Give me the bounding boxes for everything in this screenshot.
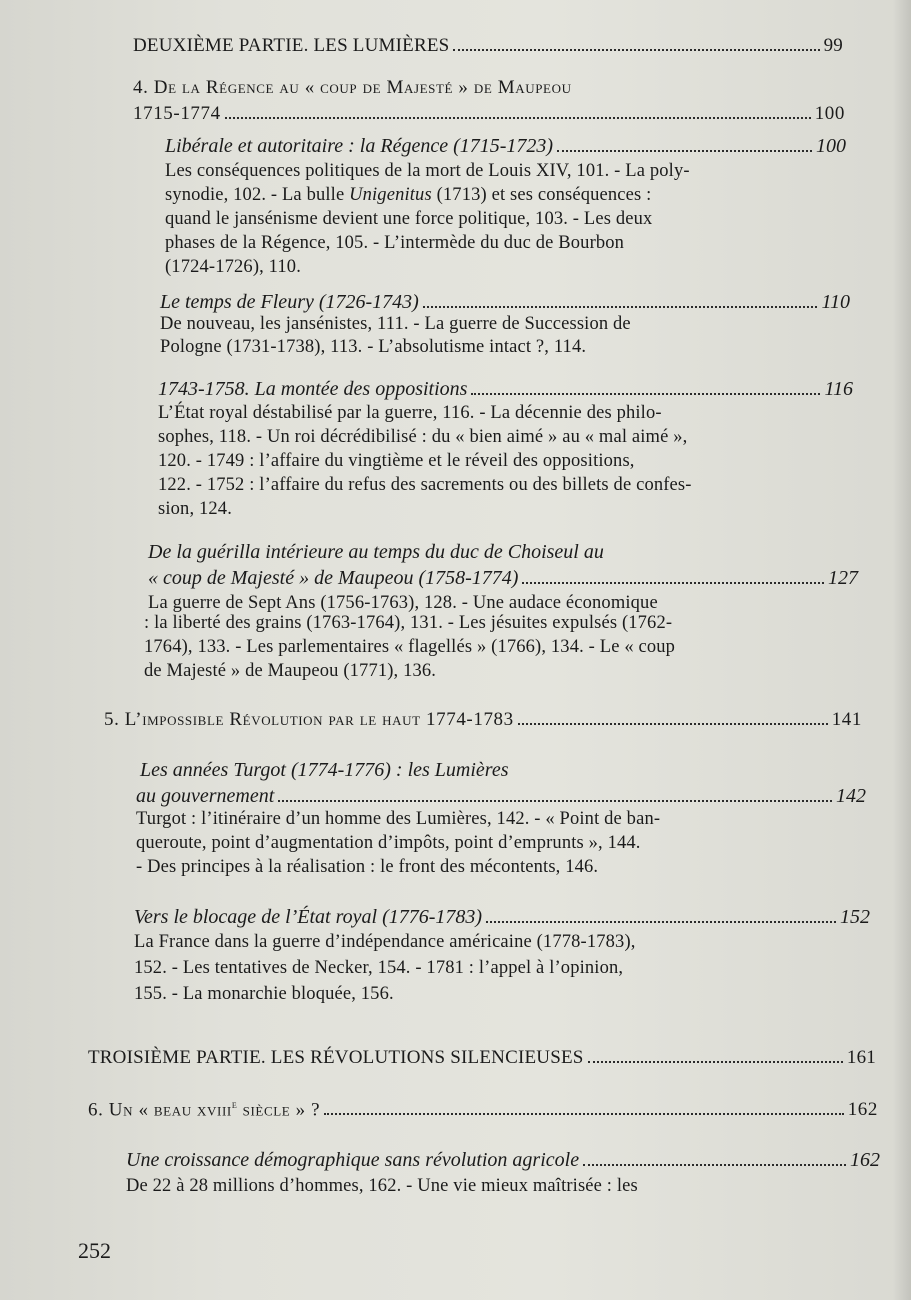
summary-line: L’État royal déstabilisé par la guerre, 116. - La décennie des philo- xyxy=(158,403,662,423)
summary-line: La guerre de Sept Ans (1756-1763), 128. - Une audace économique xyxy=(148,593,658,613)
toc-entry-ch6[interactable] xyxy=(88,1100,878,1119)
page-ref: 142 xyxy=(836,785,866,807)
summary-text: synodie, 102. - La bulle xyxy=(165,185,345,205)
leader-dots xyxy=(423,306,818,308)
page-edge-shadow xyxy=(893,0,911,1300)
summary-line: 155. - La monarchie bloquée, 156. xyxy=(134,984,394,1004)
chapter-title-part: siècle » ? xyxy=(237,1099,321,1121)
leader-dots xyxy=(518,723,828,725)
toc-entry-part3[interactable] xyxy=(88,1048,876,1067)
toc-entry-ch4[interactable] xyxy=(133,104,845,123)
part-title: TROISIÈME PARTIE. LES RÉVOLUTIONS SILENCIEUSES xyxy=(88,1047,584,1068)
toc-entry-part2[interactable] xyxy=(133,36,843,55)
section-title: Une croissance démographique sans révolution agricole xyxy=(126,1149,580,1171)
page-ref: 162 xyxy=(847,1099,878,1121)
chapter-title-line2: 1715-1774 xyxy=(133,103,221,124)
page-ref: 99 xyxy=(823,35,843,56)
leader-dots xyxy=(453,49,819,51)
chapter-title-sup: e xyxy=(231,1099,238,1111)
toc-section-oppositions[interactable] xyxy=(158,379,853,399)
section-title: Libérale et autoritaire : la Régence (1715-1723) xyxy=(165,135,554,157)
toc-section-fleury[interactable] xyxy=(160,292,850,312)
page-ref: 162 xyxy=(850,1149,880,1171)
page-ref: 141 xyxy=(831,709,862,730)
page-ref: 152 xyxy=(840,906,870,928)
summary-line: De 22 à 28 millions d’hommes, 162. - Une vie mieux maîtrisée : les xyxy=(126,1176,638,1196)
page-ref: 100 xyxy=(814,103,845,124)
toc-section-blocage[interactable] xyxy=(134,907,870,927)
summary-line: 122. - 1752 : l’affaire du refus des sacrements ou des billets de confes- xyxy=(158,475,692,495)
toc-section-turgot[interactable] xyxy=(136,786,866,806)
page-ref: 110 xyxy=(821,291,850,313)
chapter-title xyxy=(88,1100,320,1119)
summary-line: de Majesté » de Maupeou (1771), 136. xyxy=(144,661,437,681)
summary-line: quand le jansénisme devient une force politique, 103. - Les deux xyxy=(165,209,653,229)
chapter-title: 5. L’impossible Révolution par le haut 1774-1783 xyxy=(104,709,514,730)
section-title-line2: au gouvernement xyxy=(136,785,275,807)
summary-line: Pologne (1731-1738), 113. - L’absolutisme intact ?, 114. xyxy=(160,337,587,357)
leader-dots xyxy=(225,117,811,119)
toc-entry-ch5[interactable] xyxy=(104,710,862,729)
summary-line: Turgot : l’itinéraire d’un homme des Lumières, 142. - « Point de ban- xyxy=(136,809,661,829)
toc-section-regence[interactable] xyxy=(165,136,846,156)
leader-dots xyxy=(324,1113,844,1115)
section-title: Vers le blocage de l’État royal (1776-1783) xyxy=(134,906,483,928)
summary-line: 120. - 1749 : l’affaire du vingtième et le réveil des oppositions, xyxy=(158,451,635,471)
summary-line: queroute, point d’augmentation d’impôts, point d’emprunts », 144. xyxy=(136,833,641,853)
page-ref: 116 xyxy=(824,378,853,400)
leader-dots xyxy=(588,1061,843,1063)
summary-line: phases de la Régence, 105. - L’intermède du duc de Bourbon xyxy=(165,233,625,253)
page-ref: 100 xyxy=(816,135,846,157)
leader-dots xyxy=(471,393,820,395)
summary-italic: Unigenitus xyxy=(349,185,432,205)
summary-line: : la liberté des grains (1763-1764), 131. - Les jésuites expulsés (1762- xyxy=(144,613,673,633)
leader-dots xyxy=(557,150,812,152)
toc-section-choiseul[interactable] xyxy=(148,568,858,588)
leader-dots xyxy=(486,921,836,923)
summary-line: Les conséquences politiques de la mort de Louis XIV, 101. - La poly- xyxy=(165,161,690,181)
summary-line: sion, 124. xyxy=(158,499,232,519)
summary-line: De nouveau, les jansénistes, 111. - La guerre de Succession de xyxy=(160,314,631,334)
section-title: 1743-1758. La montée des oppositions xyxy=(158,378,468,400)
part-title: DEUXIÈME PARTIE. LES LUMIÈRES xyxy=(133,35,450,56)
page-ref: 161 xyxy=(846,1047,876,1068)
summary-line: (1724-1726), 110. xyxy=(165,257,301,277)
summary-line: sophes, 118. - Un roi décrédibilisé : du « bien aimé » au « mal aimé », xyxy=(158,427,688,447)
section-title: Le temps de Fleury (1726-1743) xyxy=(160,291,419,313)
summary-line: La France dans la guerre d’indépendance américaine (1778-1783), xyxy=(134,932,636,952)
section-title-line2: « coup de Majesté » de Maupeou (1758-1774) xyxy=(148,567,519,589)
summary-line xyxy=(165,186,651,205)
chapter-title-part: 6. Un « beau xviii xyxy=(88,1099,232,1121)
page-ref: 127 xyxy=(828,567,858,589)
summary-line: - Des principes à la réalisation : le front des mécontents, 146. xyxy=(136,857,599,877)
summary-text: (1713) et ses conséquences : xyxy=(436,185,652,205)
section-title-line1[interactable]: Les années Turgot (1774-1776) : les Lumières xyxy=(140,759,509,781)
page-number: 252 xyxy=(78,1238,111,1263)
summary-line: 1764), 133. - Les parlementaires « flagellés » (1766), 134. - Le « coup xyxy=(144,637,676,657)
toc-section-demographie[interactable] xyxy=(126,1150,880,1170)
chapter-title-line1[interactable]: 4. De la Régence au « coup de Majesté » de Maupeou xyxy=(133,77,572,98)
leader-dots xyxy=(522,582,824,584)
leader-dots xyxy=(278,800,832,802)
leader-dots xyxy=(583,1164,846,1166)
summary-line: 152. - Les tentatives de Necker, 154. - 1781 : l’appel à l’opinion, xyxy=(134,958,624,978)
section-title-line1[interactable]: De la guérilla intérieure au temps du duc de Choiseul au xyxy=(148,541,604,563)
